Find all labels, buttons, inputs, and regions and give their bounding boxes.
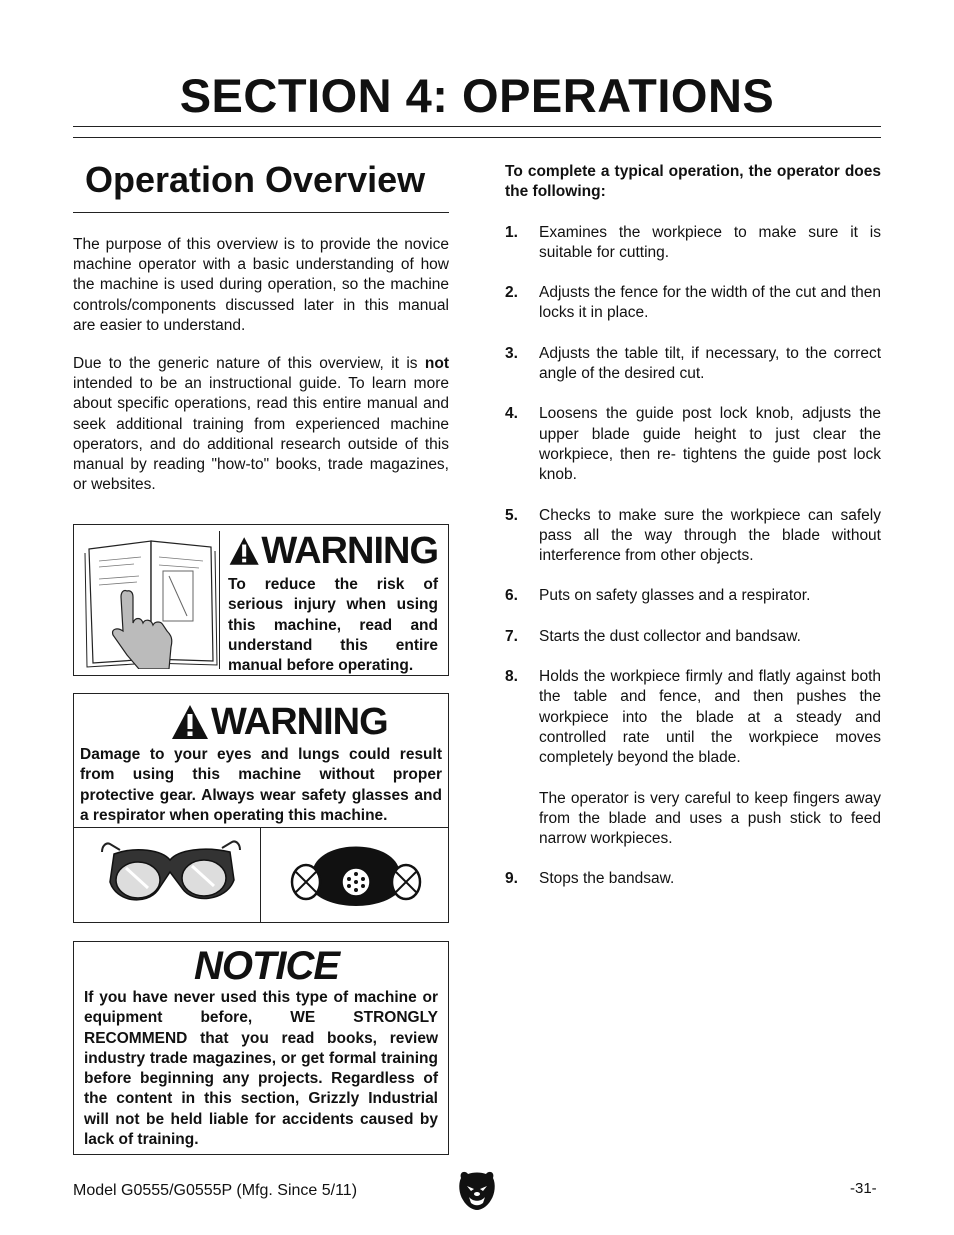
procedure-step [505,869,881,889]
procedure-step [505,223,881,264]
step-text: Loosens the guide post lock knob, adjusts the upper blade guide height to just clear the workpiece, then re- tightens the guide post lock knob. [539,405,881,484]
notice-box [73,941,449,1155]
procedure-step [505,404,881,485]
step-number: 5. [505,506,518,524]
overview-rule [73,212,449,213]
warning-text-1: To reduce the risk of serious injury when using this machine, read and understand this entire manual before operating. [228,576,438,675]
warning-heading-1: WARNING [228,529,438,573]
step-text: Starts the dust collector and bandsaw. [539,627,801,645]
header-rule-top [73,126,881,127]
step-number: 9. [505,870,518,888]
step-text: Examines the workpiece to make sure it is suitable for cutting. [539,223,881,261]
step-number: 1. [505,223,518,241]
step-number: 4. [505,405,518,423]
procedure-step [505,627,881,647]
procedure-step [505,506,881,567]
warning-triangle-icon [170,703,210,741]
step-number: 7. [505,627,518,645]
warning-text-2: Damage to your eyes and lungs could result from using this machine without proper protective gear. Always wear safety glasses and a respirator when operating this machine. [80,746,442,824]
respirator-icon [286,836,426,916]
step-number: 8. [505,668,518,686]
footer-model: Model G0555/G0555P (Mfg. Since 5/11) [73,1182,358,1199]
warning-heading-2: WARNING [170,700,448,744]
warning-triangle-icon [228,532,260,570]
step-text: Checks to make sure the workpiece can safely pass all the way through the blade without interference from other objects. [539,506,881,565]
step-number: 3. [505,344,518,362]
footer-page-number: -31- [850,1180,877,1197]
overview-title: Operation Overview [85,159,426,200]
left-column [73,158,449,495]
procedure-step [505,667,881,849]
procedure-step [505,283,881,324]
step-text: Adjusts the table tilt, if necessary, to the correct angle of the desired cut. [539,344,881,383]
overview-paragraph-2: Due to the generic nature of this overview, it is not intended to be an instructional guide. To learn more about specific operations, read this entire manual and seek additional training from experienced machine operators, and do additional research outside of this manual by reading "how-to" books, trade magazines, or websites. [73,355,449,494]
warning-box-manual [73,524,449,676]
grizzly-bear-logo-icon [457,1170,497,1215]
right-column [505,162,881,890]
step-text: Puts on safety glasses and a respirator. [539,587,811,605]
section-title: SECTION 4: OPERATIONS [179,69,775,122]
warning-box-protective-gear [73,693,449,923]
step-text: Holds the workpiece firmly and flatly against both the table and fence, and then pushes the workpiece into the blade at a steady and controlled rate until the workpiece moves completely beyond the blade. [539,668,881,767]
overview-paragraph-1: The purpose of this overview is to provide the novice machine operator with a basic understanding of how the machine is used during operation, so the machine controls/components discussed later in this manual are easier to understand. [73,236,449,334]
notice-heading: NOTICE [194,944,340,988]
gear-images-row [74,827,448,923]
notice-text: If you have never used this type of machine or equipment before, WE STRONGLY RECOMMEND that you read books, review industry trade magazines, or get formal training before beginning any projects. Regardless of the content in this section, Grizzly Industrial will not be held liable for accidents caused by lack of training. [84,989,438,1149]
step-number: 6. [505,587,518,605]
step-number: 2. [505,284,518,302]
procedure-steps [505,223,881,890]
procedure-step [505,344,881,385]
manual-reading-hand-icon [79,531,220,669]
step-text: Stops the bandsaw. [539,870,675,888]
step-text: Adjusts the fence for the width of the cut and then locks it in place. [539,284,881,322]
procedure-intro: To complete a typical operation, the operator does the following: [505,163,881,201]
header-rule-bottom [73,137,881,138]
safety-glasses-icon [96,836,246,916]
procedure-step [505,586,881,606]
step-note: The operator is very careful to keep fingers away from the blade and uses a push stick to feed narrow workpieces. [539,789,881,848]
